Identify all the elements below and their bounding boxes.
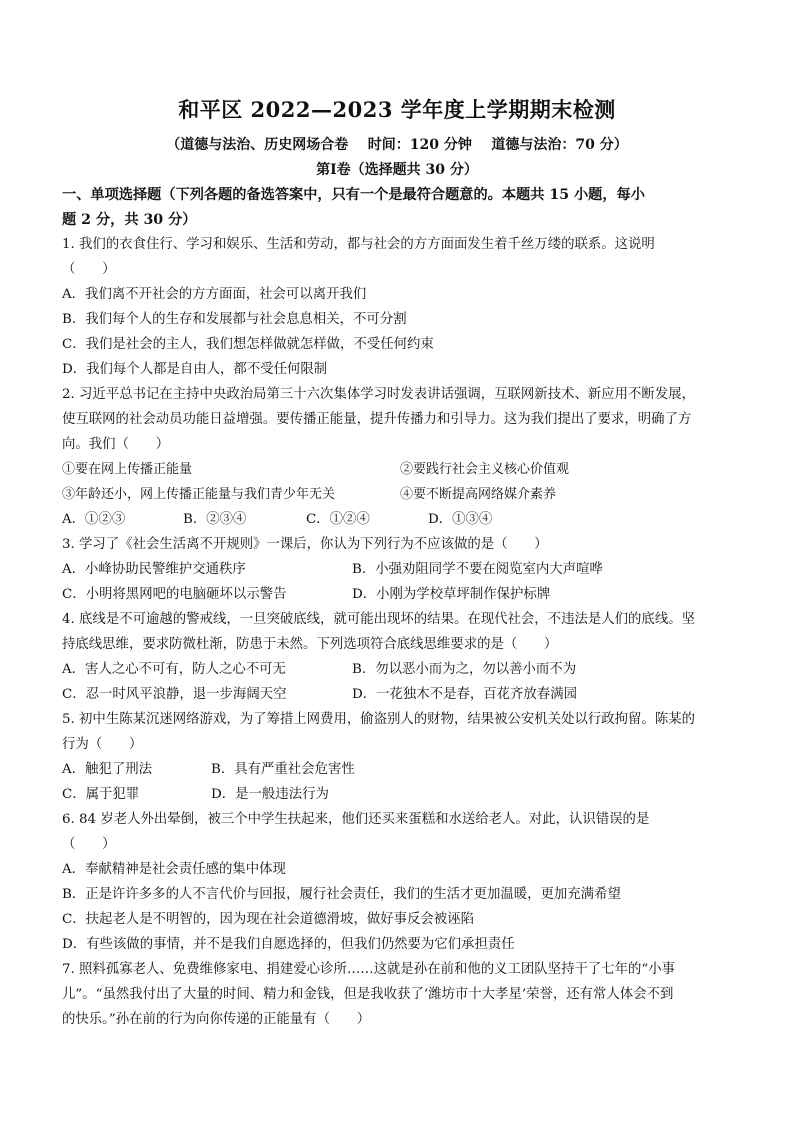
exam-subtitle: （道德与法治、历史网场合卷 时间：120 分钟 道德与法治：70 分） [166, 137, 628, 153]
q3-option-d: D．小刚为学校草坪制作保护标牌 [352, 587, 551, 602]
q4-option-c: C．忍一时风平浪静，退一步海阔天空 [62, 687, 287, 702]
q4-option-a: A．害人之心不可有，防人之心不可无 [62, 662, 286, 677]
q2-option-b: B．②③④ [183, 512, 247, 527]
q5-option-b: B．具有严重社会危害性 [211, 762, 355, 777]
q3-option-a: A．小峰协助民警维护交通秩序 [62, 562, 246, 577]
q3-stem: 3. 学习了《社会生活离不开规则》一课后，你认为下列行为不应该做的是（ ） [62, 537, 548, 552]
q6-option-a: A．奉献精神是社会责任感的集中体现 [62, 862, 286, 877]
q2-stem-line2: 使互联网的社会动员功能日益增强。要传播正能量，提升传播力和引导力。这为我们提出了要求，明确了方 [62, 412, 692, 427]
exam-title: 和平区 2022—2023 学年度上学期期末检测 [178, 97, 616, 122]
q2-statement-2: ②要践行社会主义核心价值观 [400, 462, 570, 477]
q5-option-c: C．属于犯罪 [62, 787, 140, 802]
q7-stem-line2: 儿”。“虽然我付出了大量的时间、精力和金钱，但是我收获了‘潍坊市十大孝星’荣誉，还有常人体会不到 [62, 987, 674, 1002]
q2-option-a: A．①②③ [62, 512, 126, 527]
q2-stem-line3: 向。我们（ ） [62, 437, 170, 452]
q1-option-d: D．我们每个人都是自由人，都不受任何限制 [62, 362, 328, 377]
q6-option-c: C．扶起老人是不明智的，因为现在社会道德滑坡，做好事反会被诬陷 [62, 912, 474, 927]
section-heading-line1: 一、单项选择题（下列各题的备选答案中，只有一个是最符合题意的。本题共 15 小题，每小 [62, 187, 645, 203]
q7-stem-line3: 的快乐。”孙在前的行为向你传递的正能量有（ ） [62, 1012, 371, 1027]
q7-stem-line1: 7. 照料孤寡老人、免费维修家电、捐建爱心诊所……这就是孙在前和他的义工团队坚持干了七年的“小事 [62, 962, 676, 977]
q1-option-a: A．我们离不开社会的方方面面，社会可以离开我们 [62, 287, 367, 302]
q4-stem-line2: 持底线思维，要求防微杜渐，防患于未然。下列选项符合底线思维要求的是（ ） [62, 637, 558, 652]
q1-option-b: B．我们每个人的生存和发展都与社会息息相关，不可分割 [62, 312, 407, 327]
q3-option-c: C．小明将黑网吧的电脑砸坏以示警告 [62, 587, 287, 602]
q5-stem-line1: 5. 初中生陈某沉迷网络游戏，为了筹措上网费用，偷盗别人的财物，结果被公安机关处以行政拘留。陈某的 [62, 712, 695, 727]
q5-option-d: D．是一般违法行为 [211, 787, 329, 802]
q1-answer-paren: （ ） [62, 262, 116, 277]
q6-option-b: B．正是许许多多的人不言代价与回报，履行社会责任，我们的生活才更加温暖，更加充满希望 [62, 887, 621, 902]
q2-statement-1: ①要在网上传播正能量 [62, 462, 193, 477]
q4-option-b: B．勿以恶小而为之，勿以善小而不为 [352, 662, 577, 677]
q4-option-d: D．一花独木不是春，百花齐放春满园 [352, 687, 577, 702]
q2-option-c: C．①②④ [306, 512, 370, 527]
q6-answer-paren: （ ） [62, 837, 116, 852]
q6-stem: 6. 84 岁老人外出晕倒，被三个中学生扶起来，他们还买来蛋糕和水送给老人。对此，认识错误的是 [62, 812, 650, 827]
q4-stem-line1: 4. 底线是不可逾越的警戒线，一旦突破底线，就可能出现坏的结果。在现代社会，不违法是人们的底线。坚 [62, 612, 695, 627]
q1-option-c: C．我们是社会的主人，我们想怎样做就怎样做，不受任何约束 [62, 337, 434, 352]
q5-stem-line2: 行为（ ） [62, 737, 143, 752]
q1-stem: 1. 我们的衣食住行、学习和娱乐、生活和劳动，都与社会的方方面面发生着千丝万缕的联系。这说明 [62, 237, 655, 252]
q2-statement-3: ③年龄还小，网上传播正能量与我们青少年无关 [62, 487, 336, 502]
q5-option-a: A．触犯了刑法 [62, 762, 153, 777]
q6-option-d: D．有些该做的事情，并不是我们自愿选择的，但我们仍然要为它们承担责任 [62, 937, 515, 952]
q2-option-d: D．①③④ [428, 512, 493, 527]
q2-stem-line1: 2. 习近平总书记在主持中央政治局第三十六次集体学习时发表讲话强调，互联网新技术、新应用不断发展， [62, 387, 695, 402]
section-heading-line2: 题 2 分，共 30 分） [62, 212, 197, 228]
q3-option-b: B．小强劝阻同学不要在阅览室内大声喧哗 [352, 562, 603, 577]
q2-statement-4: ④要不断提高网络媒介素养 [400, 487, 557, 502]
part-heading: 第Ⅰ卷（选择题共 30 分） [316, 162, 478, 178]
